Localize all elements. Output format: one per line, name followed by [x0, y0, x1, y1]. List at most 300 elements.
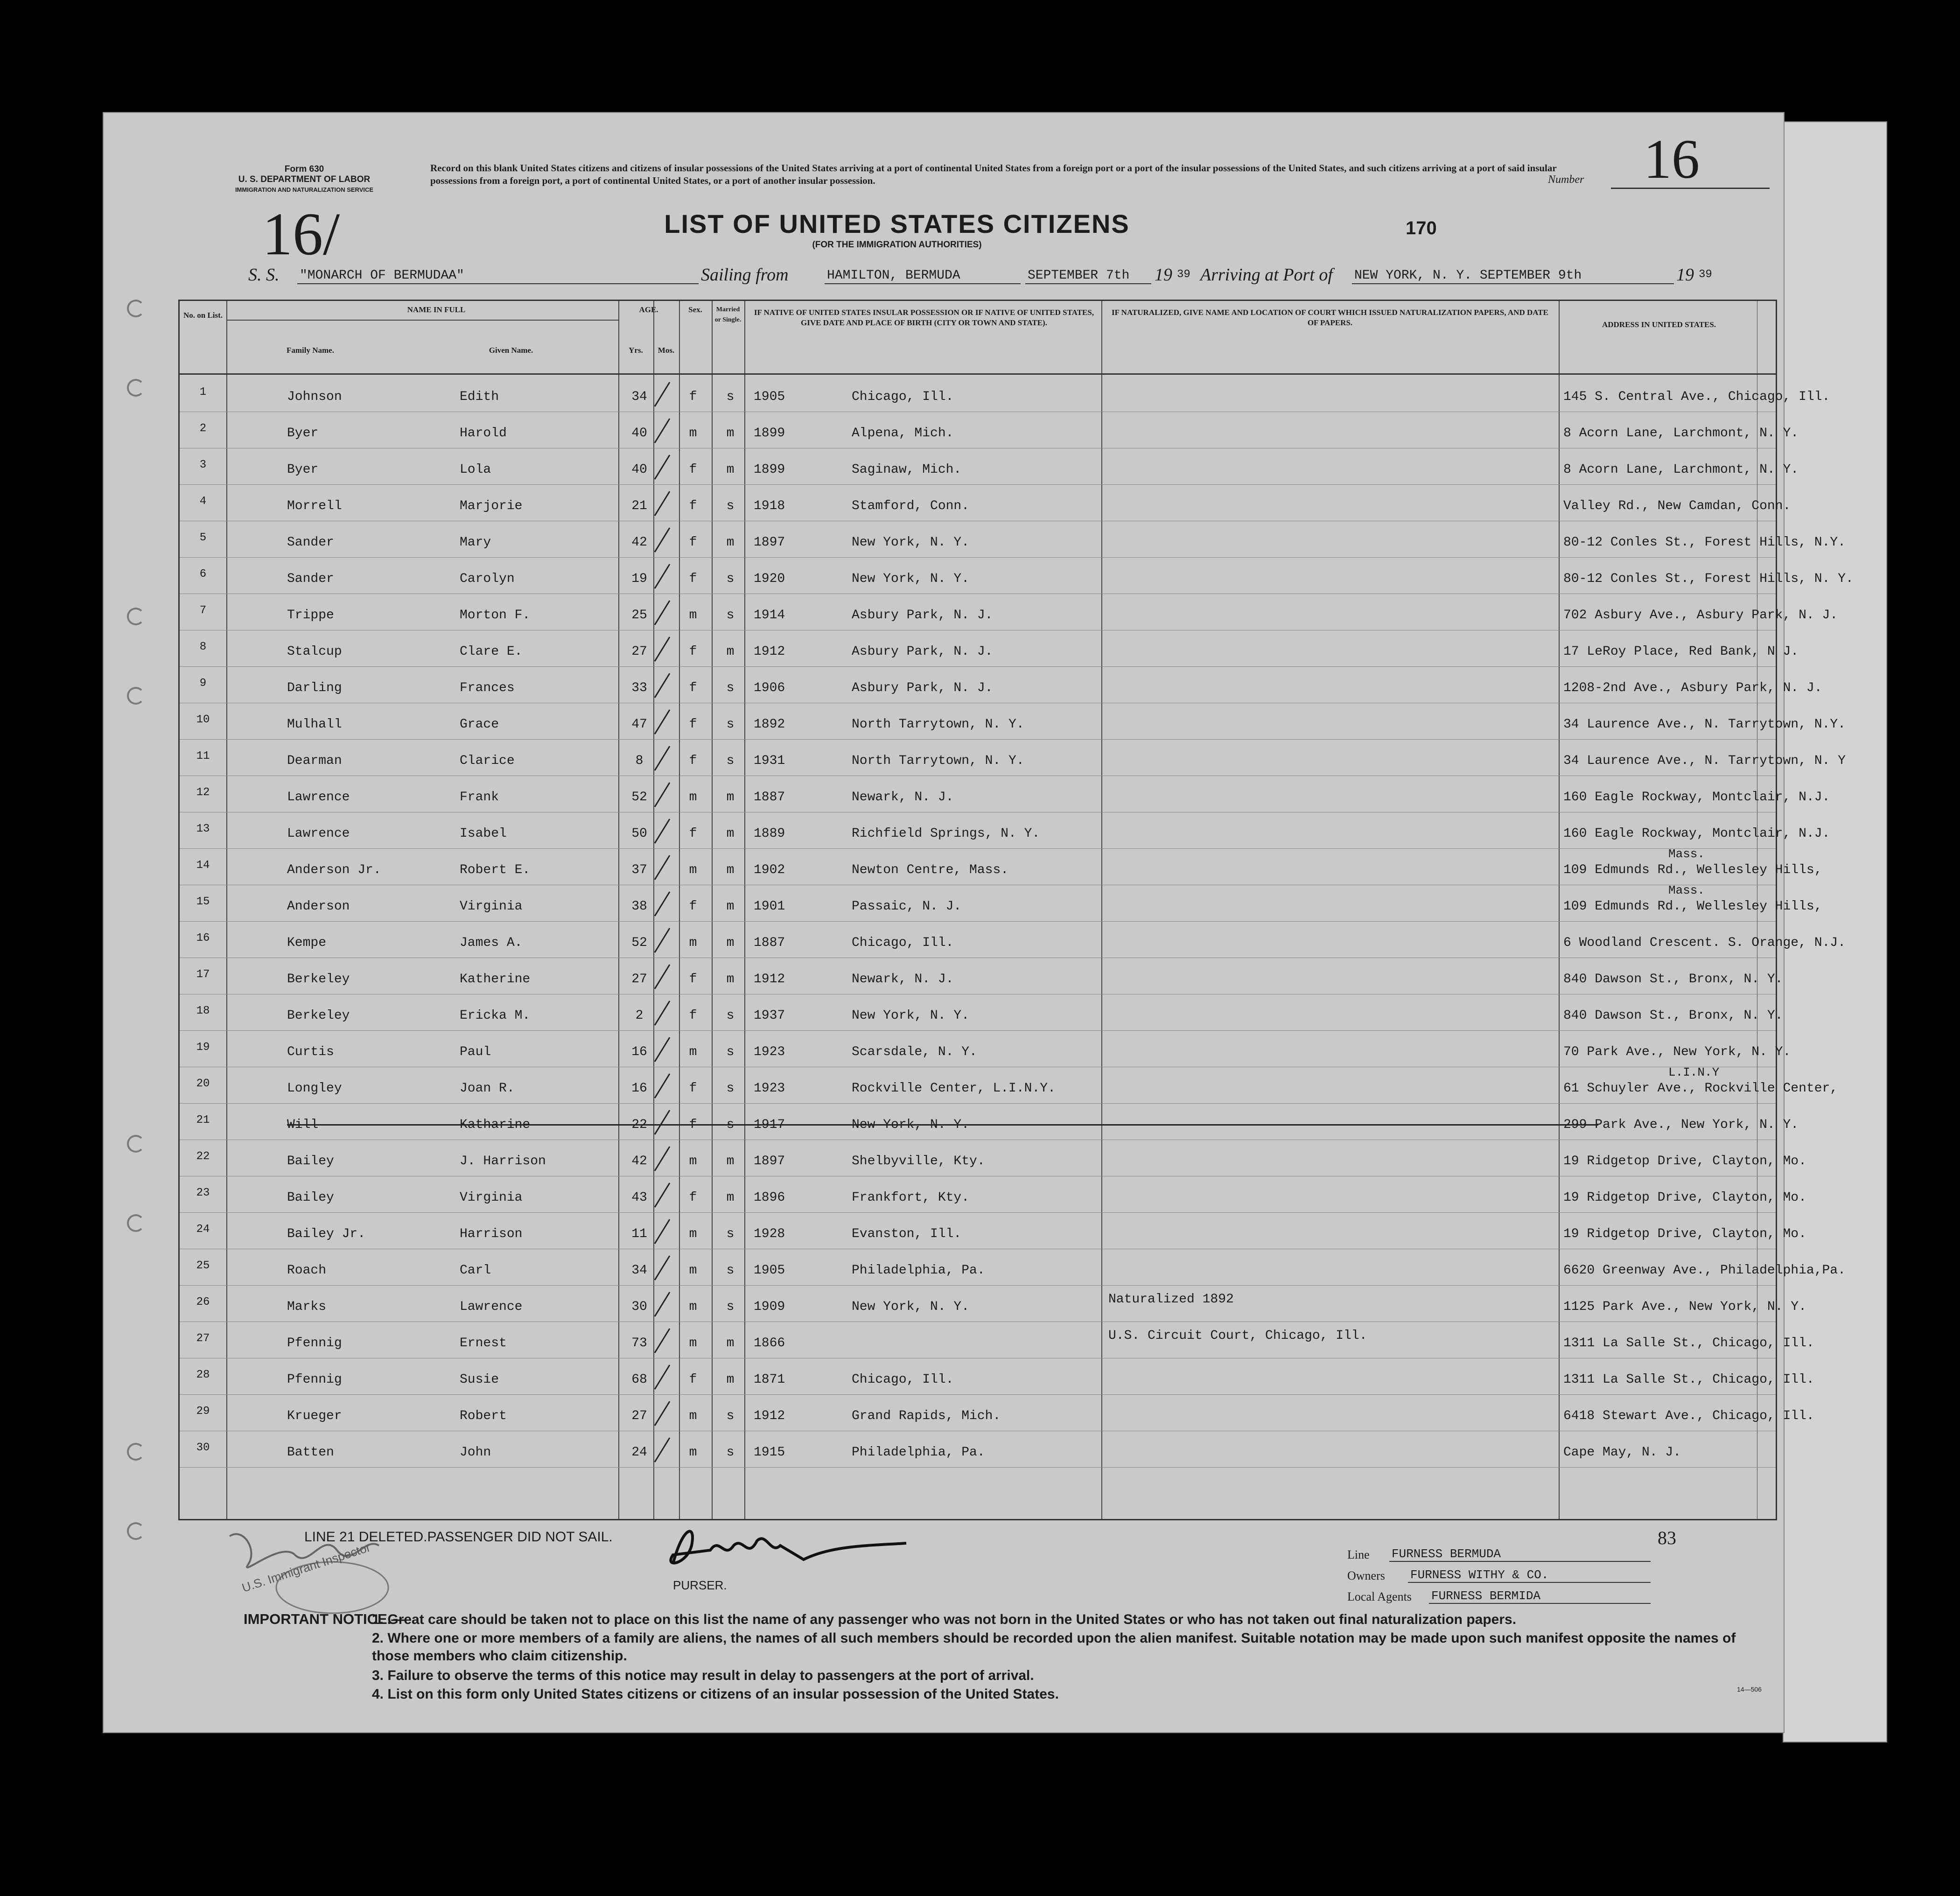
age-years: 40	[631, 462, 647, 477]
birth-year: 1905	[754, 390, 785, 404]
row-number: 3	[199, 459, 207, 471]
family-name: Will	[287, 1118, 319, 1132]
table-row	[180, 448, 1799, 485]
handwritten-check-mark	[651, 1071, 673, 1100]
punch-hole	[127, 608, 145, 625]
row-number: 19	[196, 1041, 210, 1054]
row-number: 25	[196, 1259, 210, 1272]
age-years: 37	[631, 863, 647, 877]
department-name: U. S. DEPARTMENT OF LABOR	[238, 175, 371, 184]
row-number: 9	[199, 677, 207, 690]
address: 6 Woodland Crescent. S. Orange, N.J.	[1563, 936, 1846, 950]
age-years: 38	[631, 899, 647, 914]
handwritten-check-mark	[651, 962, 673, 991]
family-name: Sander	[287, 572, 334, 586]
row-number: 2	[199, 422, 207, 435]
notice-item-3: 3. Failure to observe the terms of this notice may result in delay to passengers at the port of arrival.	[372, 1668, 1034, 1683]
given-name: Marjorie	[460, 499, 523, 513]
handwritten-check-mark	[651, 925, 673, 954]
table-row	[180, 1431, 1776, 1468]
age-years: 25	[631, 608, 647, 623]
sex: f	[689, 1372, 697, 1387]
birth-place: Chicago, Ill.	[852, 936, 954, 950]
family-name: Roach	[287, 1263, 327, 1278]
family-name: Bailey Jr.	[287, 1227, 366, 1241]
table-row	[180, 1065, 1838, 1104]
birth-place: Saginaw, Mich.	[852, 462, 962, 477]
underlying-sheet-edge	[1783, 121, 1887, 1742]
row-number: 18	[196, 1005, 210, 1017]
age-years: 11	[631, 1227, 647, 1241]
birth-year: 1902	[754, 863, 785, 877]
family-name: Dearman	[287, 754, 342, 768]
marital-status: s	[726, 1263, 735, 1278]
birth-place: Rockville Center, L.I.N.Y.	[852, 1081, 1056, 1096]
row-number: 28	[196, 1369, 210, 1381]
birth-year: 1866	[754, 1336, 785, 1350]
address: 8 Acorn Lane, Larchmont, N. Y.	[1563, 462, 1799, 477]
row-number: 16	[196, 932, 210, 945]
given-name: Grace	[460, 717, 499, 732]
birth-place: Alpena, Mich.	[852, 426, 954, 441]
marital-status: m	[726, 535, 735, 550]
address: Valley Rd., New Camdan, Conn.	[1563, 499, 1791, 513]
col-header-no: No. on List.	[183, 311, 223, 320]
age-years: 43	[631, 1190, 647, 1205]
table-row	[180, 667, 1822, 703]
col-header-yrs: Yrs.	[629, 346, 643, 355]
marital-status: m	[726, 899, 735, 914]
voyage-line	[248, 265, 1788, 288]
birth-year: 1923	[754, 1045, 785, 1059]
row-number: 23	[196, 1187, 210, 1199]
row-number: 24	[196, 1223, 210, 1236]
table-row	[180, 1395, 1814, 1431]
owners-value: FURNESS WITHY & CO.	[1410, 1568, 1549, 1582]
family-name: Anderson Jr.	[287, 863, 381, 877]
family-name: Lawrence	[287, 790, 350, 805]
sex: f	[689, 1008, 697, 1023]
birth-place: Evanston, Ill.	[852, 1227, 962, 1241]
birth-year: 1918	[754, 499, 785, 513]
arriving-underline	[1352, 283, 1674, 284]
row-number: 17	[196, 968, 210, 981]
given-name: Susie	[460, 1372, 499, 1387]
address: 145 S. Central Ave., Chicago, Ill.	[1563, 390, 1830, 404]
age-years: 21	[631, 499, 647, 513]
age-years: 27	[631, 644, 647, 659]
table-row	[180, 1249, 1846, 1286]
given-name: James A.	[460, 936, 523, 950]
handwritten-check-mark	[651, 1289, 673, 1318]
handwritten-check-mark	[651, 1399, 673, 1427]
age-years: 2	[635, 1008, 644, 1023]
sailing-date-underline	[1025, 283, 1151, 284]
marital-status: s	[726, 681, 735, 695]
row-number: 12	[196, 786, 210, 799]
birth-year: 1923	[754, 1081, 785, 1096]
family-name: Darling	[287, 681, 342, 695]
address: 34 Laurence Ave., N. Tarrytown, N.Y.	[1563, 717, 1846, 732]
page-count: 83	[1658, 1527, 1676, 1548]
handwritten-check-mark	[651, 1035, 673, 1063]
address: 17 LeRoy Place, Red Bank, N J.	[1563, 644, 1799, 659]
handwritten-check-mark	[651, 707, 673, 736]
marital-status: m	[726, 863, 735, 877]
age-years: 16	[631, 1045, 647, 1059]
birth-place: Grand Rapids, Mich.	[852, 1409, 1001, 1423]
birth-year: 1917	[754, 1118, 785, 1132]
age-years: 27	[631, 1409, 647, 1423]
table-row	[180, 1140, 1806, 1176]
table-row	[180, 1213, 1806, 1249]
age-years: 16	[631, 1081, 647, 1096]
address: 160 Eagle Rockway, Montclair, N.J.	[1563, 826, 1830, 841]
address-continuation: L.I.N.Y	[1668, 1065, 1720, 1079]
notice-item-4: 4. List on this form only United States citizens or citizens of an insular possession of the United States.	[372, 1686, 1059, 1702]
sailing-date: SEPTEMBER 7th	[1028, 268, 1130, 283]
given-name: Lawrence	[460, 1300, 523, 1314]
col-header-naturalized: IF NATURALIZED, GIVE NAME AND LOCATION OF COURT WHICH ISSUED NATURALIZATION PAPERS, AND DATE OF PAPERS.	[1112, 308, 1548, 327]
birth-year: 1899	[754, 426, 785, 441]
address: 34 Laurence Ave., N. Tarrytown, N. Y	[1563, 754, 1846, 768]
sex: m	[689, 1154, 697, 1168]
sex: f	[689, 1190, 697, 1205]
row-number: 8	[199, 641, 207, 653]
punch-hole	[127, 379, 145, 397]
marital-status: m	[726, 462, 735, 477]
ss-label: S. S.	[248, 265, 280, 285]
punch-hole	[127, 1135, 145, 1153]
given-name: Katherine	[460, 972, 531, 986]
line-underline	[1389, 1561, 1651, 1562]
sex: m	[689, 1045, 697, 1059]
family-name: Morrell	[287, 499, 342, 513]
row-number: 27	[196, 1332, 210, 1345]
marital-status: s	[726, 608, 735, 623]
row-number: 10	[196, 714, 210, 726]
given-name: Robert	[460, 1409, 507, 1423]
age-years: 33	[631, 681, 647, 695]
address: 19 Ridgetop Drive, Clayton, Mo.	[1563, 1190, 1806, 1205]
ship-underline	[297, 283, 699, 284]
row-number: 21	[196, 1114, 210, 1126]
birth-year: 1909	[754, 1300, 785, 1314]
row-number: 30	[196, 1441, 210, 1454]
given-name: Carolyn	[460, 572, 515, 586]
sex: m	[689, 1445, 697, 1460]
sex: f	[689, 390, 697, 404]
marital-status: s	[726, 499, 735, 513]
arriving-year-suffix: 39	[1699, 268, 1712, 281]
family-name: Pfennig	[287, 1372, 342, 1387]
handwritten-check-mark	[651, 561, 673, 590]
given-name: Ernest	[460, 1336, 507, 1350]
birth-place: Newark, N. J.	[852, 972, 954, 986]
marital-status: s	[726, 1118, 735, 1132]
given-name: Clarice	[460, 754, 515, 768]
age-years: 34	[631, 390, 647, 404]
row-number: 20	[196, 1077, 210, 1090]
arriving-port: NEW YORK, N. Y. SEPTEMBER 9th	[1354, 268, 1582, 283]
family-name: Bailey	[287, 1154, 334, 1168]
col-header-married: Married or Single.	[714, 306, 742, 323]
table-row	[180, 1104, 1799, 1140]
sailing-year-prefix: 19	[1155, 265, 1172, 285]
birth-year: 1928	[754, 1227, 785, 1241]
age-years: 24	[631, 1445, 647, 1460]
handwritten-check-mark	[651, 889, 673, 918]
age-years: 42	[631, 1154, 647, 1168]
sex: m	[689, 608, 697, 623]
col-header-address: ADDRESS IN UNITED STATES.	[1602, 320, 1716, 329]
agents-underline	[1429, 1603, 1651, 1604]
family-name: Krueger	[287, 1409, 342, 1423]
given-name: Morton F.	[460, 608, 531, 623]
age-years: 52	[631, 790, 647, 805]
marital-status: s	[726, 1081, 735, 1096]
handwritten-check-mark	[651, 634, 673, 663]
address: 109 Edmunds Rd., Wellesley Hills,	[1563, 863, 1822, 877]
row-number: 6	[199, 568, 207, 581]
sex: m	[689, 1409, 697, 1423]
handwritten-check-mark	[651, 998, 673, 1027]
marital-status: s	[726, 1445, 735, 1460]
sex: f	[689, 899, 697, 914]
marital-status: s	[726, 1227, 735, 1241]
sex: f	[689, 499, 697, 513]
row-number: 15	[196, 896, 210, 908]
address-continuation: Mass.	[1668, 847, 1705, 861]
handwritten-check-mark	[651, 853, 673, 882]
birth-year: 1912	[754, 1409, 785, 1423]
marital-status: s	[726, 754, 735, 768]
table-row	[180, 594, 1838, 630]
handwritten-check-mark	[651, 416, 673, 445]
list-number-handwritten: 16	[1644, 128, 1700, 190]
table-row	[180, 847, 1822, 885]
marital-status: s	[726, 572, 735, 586]
handwritten-check-mark	[651, 1144, 673, 1173]
table-row	[180, 812, 1830, 849]
birth-place: Chicago, Ill.	[852, 1372, 954, 1387]
handwritten-check-mark	[651, 1326, 673, 1355]
sex: f	[689, 754, 697, 768]
sex: m	[689, 936, 697, 950]
birth-place: Richfield Springs, N. Y.	[852, 826, 1040, 841]
sex: m	[689, 1336, 697, 1350]
purser-label: PURSER.	[673, 1578, 727, 1592]
birth-place: Scarsdale, N. Y.	[852, 1045, 977, 1059]
given-name: Carl	[460, 1263, 491, 1278]
birth-place: Asbury Park, N. J.	[852, 644, 993, 659]
sex: f	[689, 717, 697, 732]
birth-year: 1906	[754, 681, 785, 695]
given-name: Isabel	[460, 826, 507, 841]
age-years: 40	[631, 426, 647, 441]
address: 70 Park Ave., New York, N. Y.	[1563, 1045, 1791, 1059]
table-row	[180, 630, 1799, 667]
sailing-from-underline	[825, 283, 1021, 284]
birth-year: 1896	[754, 1190, 785, 1205]
header-separator	[180, 373, 1776, 375]
deleted-line-note: LINE 21 DELETED.PASSENGER DID NOT SAIL.	[304, 1529, 613, 1545]
row-number: 4	[199, 495, 207, 508]
handwritten-check-mark	[651, 1107, 673, 1136]
birth-place: Frankfort, Kty.	[852, 1190, 970, 1205]
age-years: 68	[631, 1372, 647, 1387]
given-name: Frank	[460, 790, 499, 805]
given-name: Joan R.	[460, 1081, 515, 1096]
address: 840 Dawson St., Bronx, N. Y.	[1563, 972, 1783, 986]
birth-place: Shelbyville, Kty.	[852, 1154, 985, 1168]
birth-year: 1889	[754, 826, 785, 841]
col-header-family: Family Name.	[287, 346, 334, 355]
header-subline	[226, 320, 618, 321]
marital-status: m	[726, 1372, 735, 1387]
family-name: Berkeley	[287, 1008, 350, 1023]
strike-through-line	[287, 1124, 1598, 1126]
form-identification	[230, 164, 379, 195]
address: 61 Schuyler Ave., Rockville Center,	[1563, 1081, 1838, 1096]
sex: f	[689, 644, 697, 659]
manifest-sheet	[103, 112, 1854, 1733]
given-name: Ericka M.	[460, 1008, 531, 1023]
sex: f	[689, 535, 697, 550]
family-name: Johnson	[287, 390, 342, 404]
birth-year: 1899	[754, 462, 785, 477]
family-name: Byer	[287, 462, 319, 477]
birth-place: New York, N. Y.	[852, 572, 970, 586]
family-name: Berkeley	[287, 972, 350, 986]
naturalization: Naturalized 1892	[1108, 1292, 1234, 1307]
sex: f	[689, 1118, 697, 1132]
row-number: 26	[196, 1296, 210, 1308]
address: 160 Eagle Rockway, Montclair, N.J.	[1563, 790, 1830, 805]
age-years: 19	[631, 572, 647, 586]
address: 19 Ridgetop Drive, Clayton, Mo.	[1563, 1154, 1806, 1168]
notice-item-1: 1. Great care should be taken not to place on this list the name of any passenger who was not born in the United States or who has not taken out final naturalization papers.	[372, 1612, 1517, 1627]
table-row	[180, 703, 1846, 740]
marital-status: s	[726, 390, 735, 404]
address: 8 Acorn Lane, Larchmont, N. Y.	[1563, 426, 1799, 441]
birth-year: 1897	[754, 1154, 785, 1168]
handwritten-check-mark	[651, 1435, 673, 1464]
punch-hole	[127, 1522, 145, 1540]
handwritten-check-mark	[651, 489, 673, 518]
given-name: Frances	[460, 681, 515, 695]
address: 1125 Park Ave., New York, N. Y.	[1563, 1300, 1806, 1314]
table-row	[180, 776, 1830, 812]
marital-status: m	[726, 426, 735, 441]
marital-status: s	[726, 1300, 735, 1314]
table-row	[180, 485, 1791, 521]
birth-year: 1887	[754, 936, 785, 950]
age-years: 27	[631, 972, 647, 986]
form-number: Form 630	[284, 164, 324, 174]
line-value: FURNESS BERMUDA	[1392, 1547, 1501, 1561]
birth-year: 1931	[754, 754, 785, 768]
birth-place: Asbury Park, N. J.	[852, 681, 993, 695]
page-stamp-number: 170	[1406, 218, 1437, 238]
given-name: Virginia	[460, 899, 523, 914]
birth-place: Philadelphia, Pa.	[852, 1263, 985, 1278]
marital-status: m	[726, 1336, 735, 1350]
handwritten-check-mark	[651, 1362, 673, 1391]
marital-status: m	[726, 826, 735, 841]
handwritten-check-mark	[651, 816, 673, 845]
address: 6418 Stewart Ave., Chicago, Ill.	[1563, 1409, 1814, 1423]
sailing-year-suffix: 39	[1177, 268, 1190, 281]
table-row	[180, 412, 1799, 448]
birth-year: 1897	[754, 535, 785, 550]
col-header-age: AGE.	[639, 305, 658, 314]
handwritten-check-mark	[651, 671, 673, 700]
sailing-from-label: Sailing from	[701, 265, 789, 285]
table-row	[180, 883, 1822, 922]
birth-place: Chicago, Ill.	[852, 390, 954, 404]
marital-status: m	[726, 936, 735, 950]
sex: m	[689, 426, 697, 441]
sex: m	[689, 1227, 697, 1241]
table-row	[180, 1176, 1806, 1213]
family-name: Bailey	[287, 1190, 334, 1205]
birth-place: Stamford, Conn.	[852, 499, 970, 513]
row-number: 14	[196, 859, 210, 872]
address: 80-12 Conles St., Forest Hills, N. Y.	[1563, 572, 1854, 586]
address: 299 Park Ave., New York, N. Y.	[1563, 1118, 1799, 1132]
arriving-label: Arriving at Port of	[1200, 265, 1333, 285]
birth-place: Passaic, N. J.	[852, 899, 962, 914]
table-row	[180, 1031, 1791, 1067]
given-name: Harrison	[460, 1227, 523, 1241]
table-row	[180, 994, 1783, 1031]
handwritten-check-mark	[651, 1217, 673, 1245]
family-name: Anderson	[287, 899, 350, 914]
birth-year: 1912	[754, 972, 785, 986]
handwritten-list-mark: 16/	[262, 201, 340, 268]
handwritten-check-mark	[651, 525, 673, 554]
birth-year: 1912	[754, 644, 785, 659]
marital-status: m	[726, 790, 735, 805]
marital-status: m	[726, 1154, 735, 1168]
age-years: 30	[631, 1300, 647, 1314]
given-name: Harold	[460, 426, 507, 441]
page-title: LIST OF UNITED STATES CITIZENS	[664, 209, 1130, 238]
address: 1208-2nd Ave., Asbury Park, N. J.	[1563, 681, 1822, 695]
given-name: Lola	[460, 462, 491, 477]
age-years: 52	[631, 936, 647, 950]
handwritten-check-mark	[651, 1180, 673, 1209]
address: 109 Edmunds Rd., Wellesley Hills,	[1563, 899, 1822, 914]
row-number: 7	[199, 604, 207, 617]
birth-year: 1920	[754, 572, 785, 586]
col-header-mos: Mos.	[658, 346, 675, 355]
handwritten-check-mark	[651, 780, 673, 809]
given-name: Edith	[460, 390, 499, 404]
marital-status: s	[726, 1409, 735, 1423]
row-rule	[180, 1467, 1776, 1468]
birth-place: New York, N. Y.	[852, 535, 970, 550]
handwritten-check-mark	[651, 1253, 673, 1282]
birth-year: 1905	[754, 1263, 785, 1278]
birth-place: New York, N. Y.	[852, 1300, 970, 1314]
sex: f	[689, 681, 697, 695]
table-row	[180, 958, 1783, 994]
row-number: 1	[199, 386, 207, 399]
address: 80-12 Conles St., Forest Hills, N.Y.	[1563, 535, 1846, 550]
family-name: Curtis	[287, 1045, 334, 1059]
